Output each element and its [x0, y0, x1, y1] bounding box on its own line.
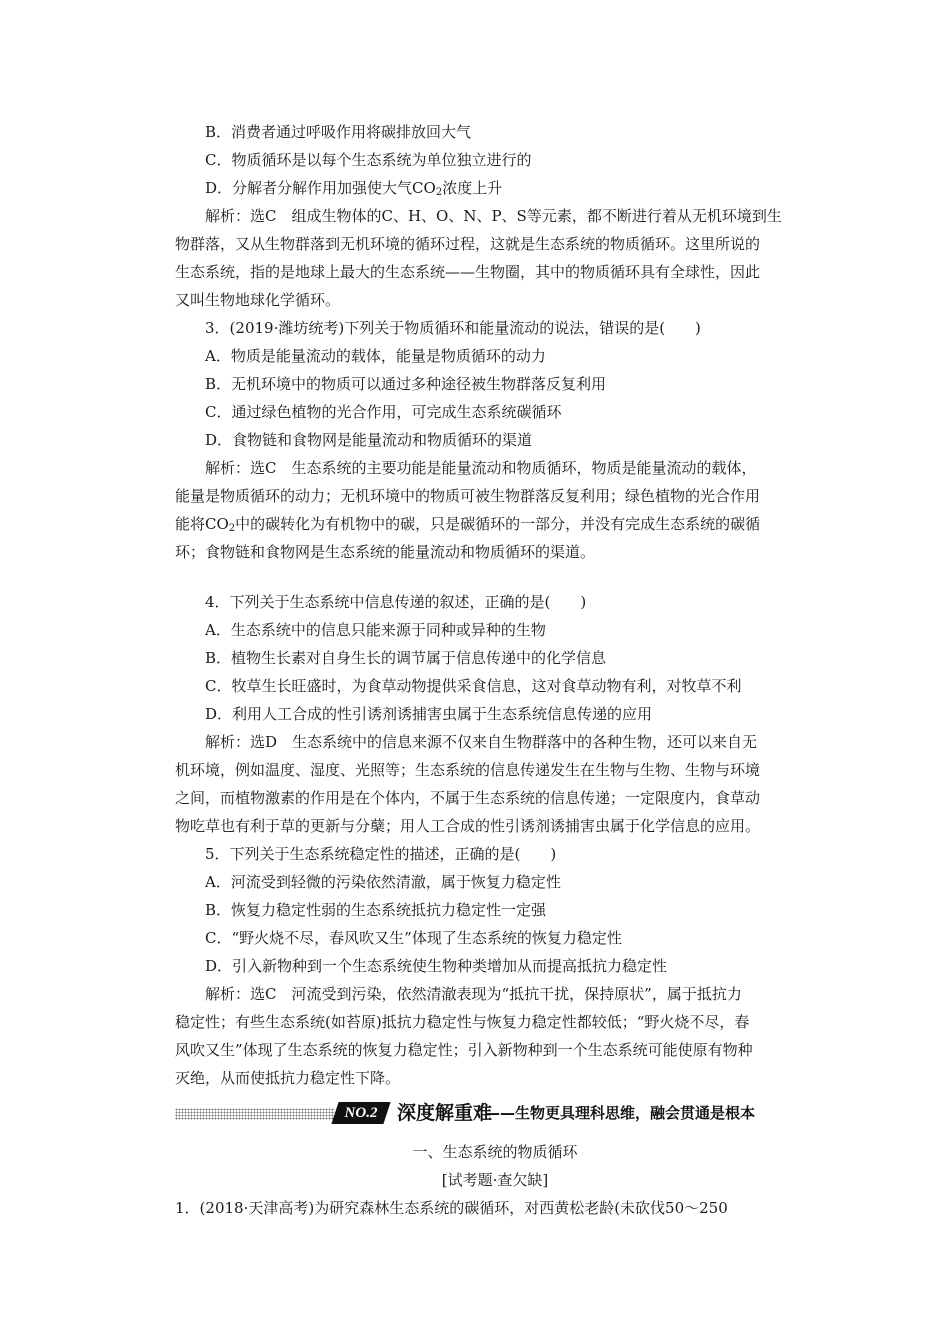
q4-analysis-line: 之间，而植物激素的作用是在个体内，不属于生态系统的信息传递；一定限度内，食草动	[175, 789, 761, 807]
q2-option-b: B．消费者通过呼吸作用将碳排放回大气	[205, 123, 472, 141]
q5-analysis-line: 解析：选C 河流受到污染，依然清澈表现为“抵抗干扰，保持原状”，属于抵抗力	[205, 985, 742, 1003]
q5-stem: 5．下列关于生态系统稳定性的描述，正确的是( )	[205, 845, 557, 863]
q3-stem: 3．(2019·潍坊统考)下列关于物质循环和能量流动的说法，错误的是( )	[205, 319, 701, 337]
document-body	[175, 118, 815, 1092]
q5-option-b: B．恢复力稳定性弱的生态系统抵抗力稳定性一定强	[205, 901, 547, 919]
q5-analysis-line: 灭绝，从而使抵抗力稳定性下降。	[175, 1069, 401, 1087]
q5-option-d: D．引入新物种到一个生态系统使生物种类增加从而提高抵抗力稳定性	[205, 957, 668, 975]
q5-option-a: A．河流受到轻微的污染依然清澈，属于恢复力稳定性	[205, 873, 561, 891]
q5-analysis-line: 风吹又生”体现了生态系统的恢复力稳定性；引入新物种到一个生态系统可能使原有物种	[175, 1041, 753, 1059]
q3-option-b: B．无机环境中的物质可以通过多种途径被生物群落反复利用	[205, 375, 607, 393]
q2-analysis-line: 解析：选C 组成生物体的C、H、O、N、P、S等元素，都不断进行着从无机环境到生	[205, 207, 782, 225]
section-tag: [试考题·查欠缺]	[441, 1171, 549, 1189]
q5-analysis-line: 稳定性；有些生态系统(如苔原)抵抗力稳定性与恢复力稳定性都较低；“野火烧不尽，春	[175, 1013, 750, 1031]
q2-option-d: D．分解者分解作用加强使大气$CO_2$浓度上升	[205, 179, 503, 198]
q2-analysis-line: 又叫生物地球化学循环。	[175, 291, 341, 309]
q5-option-c: C．“野火烧不尽，春风吹又生”体现了生态系统的恢复力稳定性	[205, 929, 622, 947]
q2-analysis-line: 生态系统，指的是地球上最大的生态系统——生物圈，其中的物质循环具有全球性，因此	[175, 263, 761, 281]
q3-option-c: C．通过绿色植物的光合作用，可完成生态系统碳循环	[205, 403, 562, 421]
q4-analysis-line: 机环境，例如温度、湿度、光照等；生态系统的信息传递发生在生物与生物、生物与环境	[175, 761, 761, 779]
q4-option-b: B．植物生长素对自身生长的调节属于信息传递中的化学信息	[205, 649, 607, 667]
section-heading: 一、生态系统的物质循环	[412, 1143, 578, 1161]
q2-option-c: C．物质循环是以每个生态系统为单位独立进行的	[205, 151, 532, 169]
q4-stem: 4．下列关于生态系统中信息传递的叙述，正确的是( )	[205, 593, 587, 611]
q3-analysis-line: 能将$CO_2$中的碳转化为有机物中的碳，只是碳循环的一部分，并没有完成生态系统的碳循	[175, 515, 761, 534]
q3-option-a: A．物质是能量流动的载体，能量是物质循环的动力	[205, 347, 546, 365]
section-q1-stem: 1．(2018·天津高考)为研究森林生态系统的碳循环，对西黄松老龄(未砍伐50～250	[175, 1199, 728, 1217]
banner-subtitle: ——生物更具理科思维，融会贯通是根本	[485, 1104, 756, 1122]
q2-analysis-line: 物群落，又从生物群落到无机环境的循环过程，这就是生态系统的物质循环。这里所说的	[175, 235, 761, 253]
q4-option-a: A．生态系统中的信息只能来源于同种或异种的生物	[205, 621, 546, 639]
q4-analysis-line: 物吃草也有利于草的更新与分蘖；用人工合成的性引诱剂诱捕害虫属于化学信息的应用。	[175, 817, 761, 835]
q4-option-c: C．牧草生长旺盛时，为食草动物提供采食信息，这对食草动物有利，对牧草不利	[205, 677, 742, 695]
banner-badge: NO.2	[331, 1102, 390, 1124]
q3-option-d: D．食物链和食物网是能量流动和物质循环的渠道	[205, 431, 533, 449]
q3-analysis-line: 能量是物质循环的动力；无机环境中的物质可被生物群落反复利用；绿色植物的光合作用	[175, 487, 761, 505]
section-content	[175, 1138, 815, 1222]
section-banner	[175, 1098, 815, 1128]
q4-option-d: D．利用人工合成的性引诱剂诱捕害虫属于生态系统信息传递的应用	[205, 705, 653, 723]
q3-analysis-line: 解析：选C 生态系统的主要功能是能量流动和物质循环，物质是能量流动的载体，	[205, 459, 757, 477]
banner-dot-pattern	[175, 1108, 335, 1120]
q4-analysis-line: 解析：选D 生态系统中的信息来源不仅来自生物群落中的各种生物，还可以来自无	[205, 733, 758, 751]
banner-title: 深度解重难	[397, 1102, 493, 1124]
q3-analysis-line: 环；食物链和食物网是生态系统的能量流动和物质循环的渠道。	[175, 543, 596, 561]
